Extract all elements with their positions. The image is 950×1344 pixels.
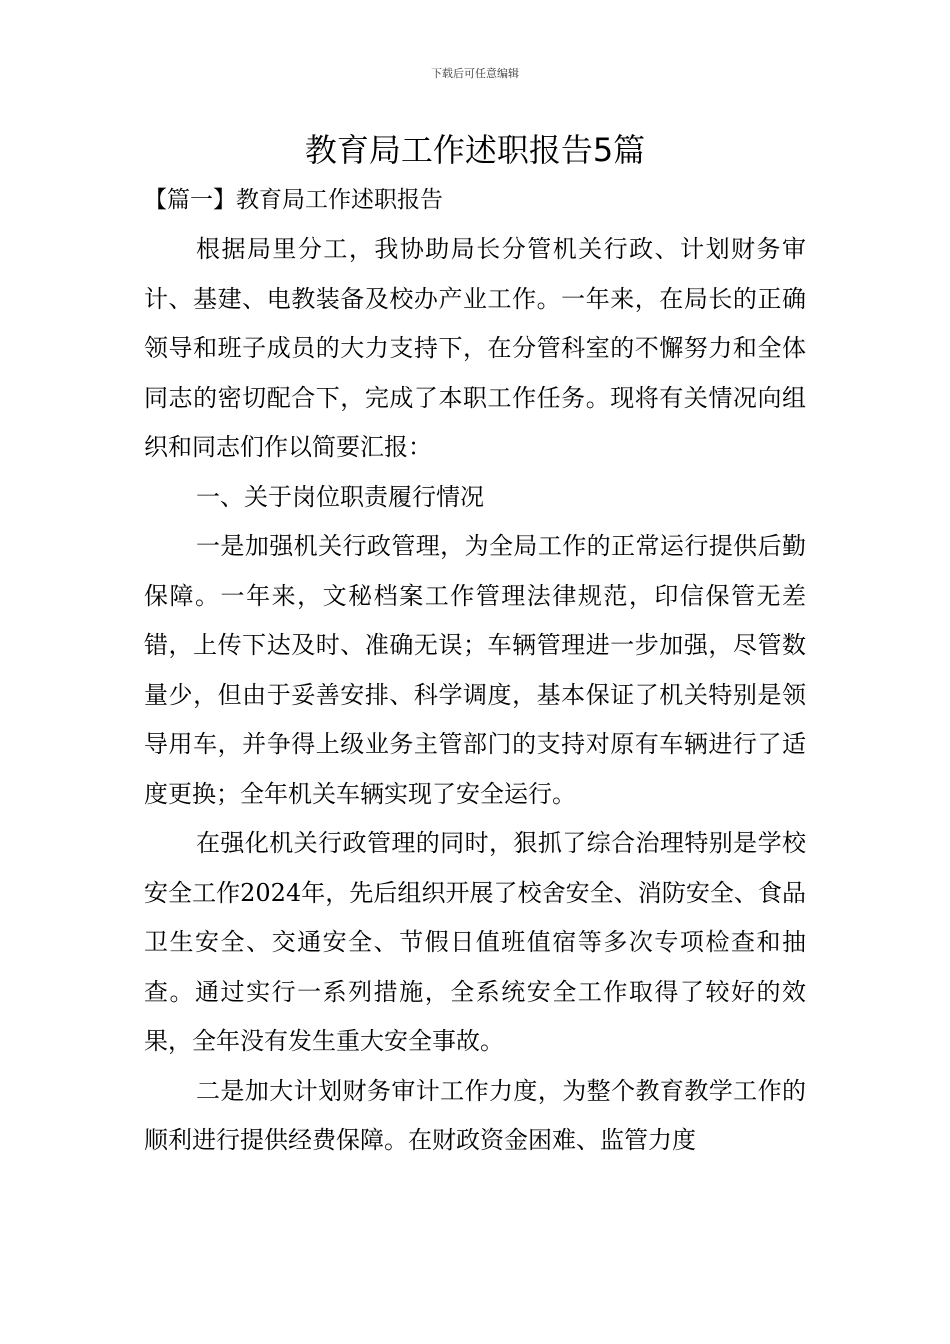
paragraph-intro: 根据局里分工，我协助局长分管机关行政、计划财务审计、基建、电教装备及校办产业工作。一年来，在局长的正确领导和班子成员的大力支持下，在分管科室的不懈努力和全体同志的密切配合下，完成了本职工作任务。现将有关情况向组织和同志们作以简要汇报： — [144, 235, 806, 461]
header-note: 下载后可任意编辑 — [431, 67, 519, 80]
subheading-duties: 一、关于岗位职责履行情况 — [196, 482, 484, 511]
section-heading: 【篇一】教育局工作述职报告 — [144, 187, 443, 213]
paragraph-admin: 一是加强机关行政管理，为全局工作的正常运行提供后勤保障。一年来，文秘档案工作管理法律规范，印信保管无差错，上传下达及时、准确无误；车辆管理进一步加强，尽管数量少，但由于妥善安排、科学调度，基本保证了机关特别是领导用车，并争得上级业务主管部门的支持对原有车辆进行了适度更换；全年机关车辆实现了安全运行。 — [144, 532, 806, 808]
paragraph-safety: 在强化机关行政管理的同时，狠抓了综合治理特别是学校安全工作2024年，先后组织开展了校舍安全、消防安全、食品卫生安全、交通安全、节假日值班值宿等多次专项检查和抽查。通过实行一系列措施，全系统安全工作取得了较好的效果，全年没有发生重大安全事故。 — [144, 829, 806, 1055]
paragraph-finance: 二是加大计划财务审计工作力度，为整个教育教学工作的顺利进行提供经费保障。在财政资金困难、监管力度 — [144, 1076, 806, 1154]
document-title: 教育局工作述职报告5篇 — [304, 131, 646, 169]
document-body — [144, 225, 806, 1166]
